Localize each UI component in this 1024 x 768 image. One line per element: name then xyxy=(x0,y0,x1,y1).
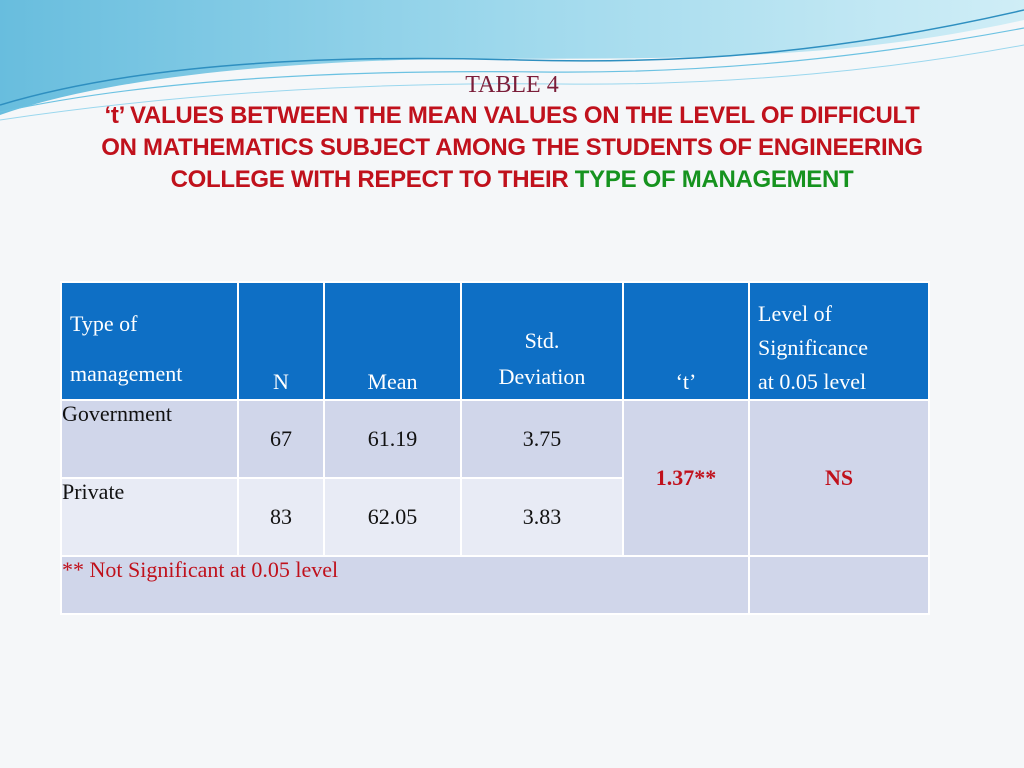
table-header-row xyxy=(61,282,929,400)
cell-t-value xyxy=(623,400,749,556)
slide-title-block xyxy=(0,70,1024,196)
heading-line-3-main: COLLEGE WITH REPECT TO THEIR xyxy=(170,166,569,193)
cell-std: 3.83 xyxy=(461,478,623,556)
cell-type: Government xyxy=(61,400,238,478)
slide-heading xyxy=(0,100,1024,196)
t-test-table xyxy=(60,281,930,615)
table-label: TABLE 4 xyxy=(465,72,559,98)
cell-n: 83 xyxy=(238,478,324,556)
header-n: N xyxy=(238,282,324,400)
header-t-value: ‘t’ xyxy=(623,282,749,400)
table-row xyxy=(61,400,929,478)
footnote: ** Not Significant at 0.05 level xyxy=(61,556,749,614)
cell-n: 67 xyxy=(238,400,324,478)
cell-type: Private xyxy=(61,478,238,556)
significance-text: NS xyxy=(824,465,854,490)
header-type-of-management: Type of management xyxy=(61,282,238,400)
heading-line-3-highlight: TYPE OF MANAGEMENT xyxy=(574,166,854,193)
cell-mean: 61.19 xyxy=(324,400,461,478)
cell-significance xyxy=(749,400,929,556)
header-level-of-significance: Level of Significance at 0.05 level xyxy=(749,282,929,400)
heading-line-2: ON MATHEMATICS SUBJECT AMONG THE STUDENTS OF ENGINEERING xyxy=(101,134,923,161)
cell-std: 3.75 xyxy=(461,400,623,478)
cell-mean: 62.05 xyxy=(324,478,461,556)
table-footnote-row xyxy=(61,556,929,614)
t-value-text: 1.37** xyxy=(655,465,717,490)
header-mean: Mean xyxy=(324,282,461,400)
header-std-deviation: Std. Deviation xyxy=(461,282,623,400)
heading-line-1: ‘t’ VALUES BETWEEN THE MEAN VALUES ON THE LEVEL OF DIFFICULT xyxy=(104,102,920,129)
empty-cell xyxy=(749,556,929,614)
heading-line-3 xyxy=(0,164,1024,196)
